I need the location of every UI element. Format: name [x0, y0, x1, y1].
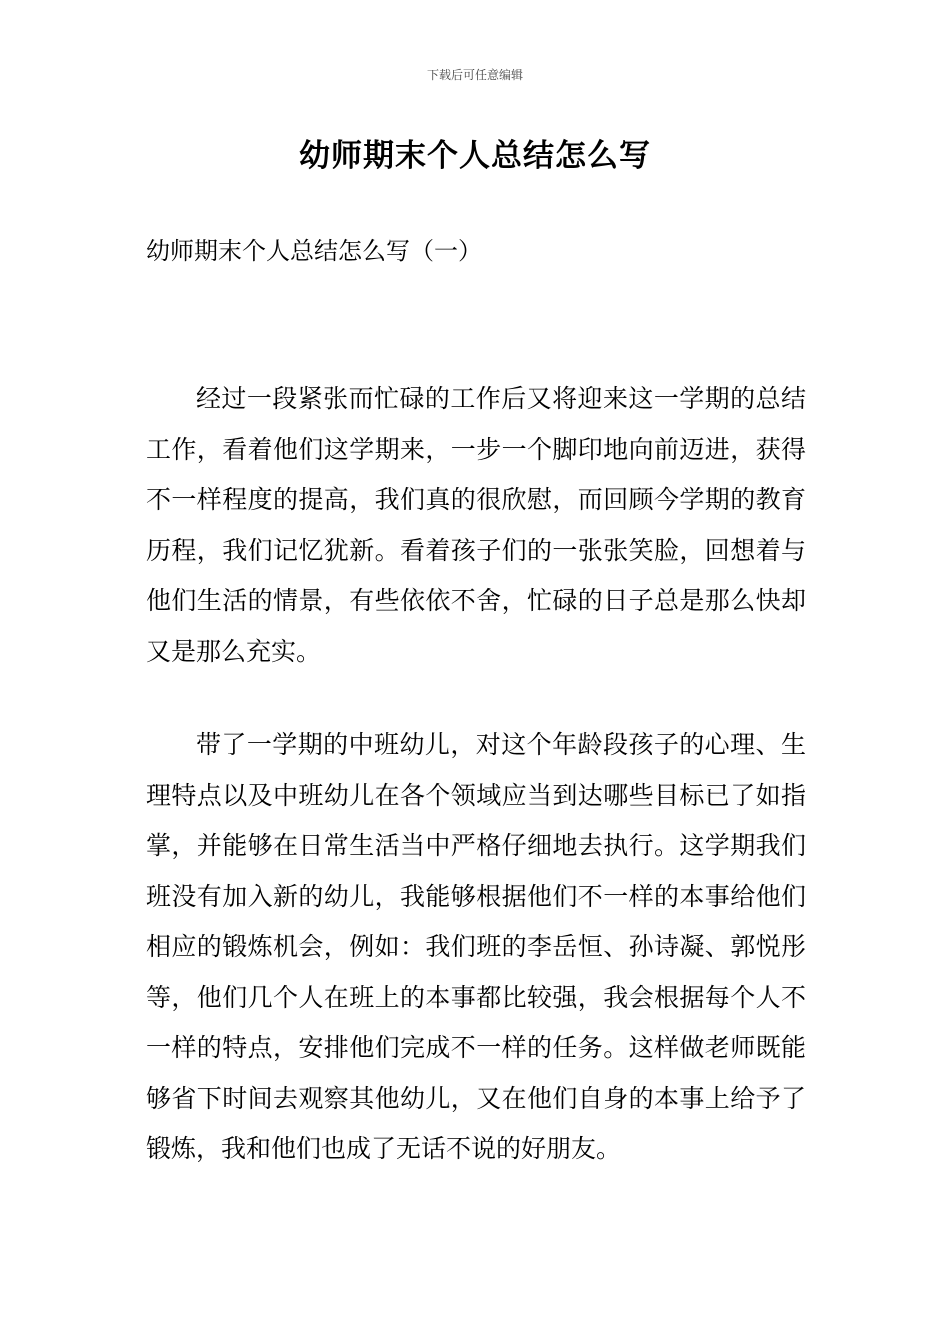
header-note: 下载后可任意编辑 — [426, 68, 523, 82]
body-paragraph-2: 带了一学期的中班幼儿，对这个年龄段孩子的心理、生理特点以及中班幼儿在各个领域应当到达哪些目标已了如指掌，并能够在日常生活当中严格仔细地去执行。这学期我们班没有加入新的幼儿，我能够根据他们不一样的本事给他们相应的锻炼机会，例如：我们班的李岳恒、孙诗凝、郭悦彤等，他们几个人在班上的本事都比较强，我会根据每个人不一样的特点，安排他们完成不一样的任务。这样做老师既能够省下时间去观察其他幼儿，又在他们自身的本事上给予了锻炼，我和他们也成了无话不说的好朋友。 — [146, 730, 806, 1163]
section-heading: 幼师期末个人总结怎么写（一） — [146, 237, 482, 265]
body-paragraph-1: 经过一段紧张而忙碌的工作后又将迎来这一学期的总结工作，看着他们这学期来，一步一个脚印地向前迈进，获得不一样程度的提高，我们真的很欣慰，而回顾今学期的教育历程，我们记忆犹新。看着孩子们的一张张笑脸，回想着与他们生活的情景，有些依依不舍，忙碌的日子总是那么快却又是那么充实。 — [146, 384, 806, 666]
document-title: 幼师期末个人总结怎么写 — [299, 138, 651, 174]
